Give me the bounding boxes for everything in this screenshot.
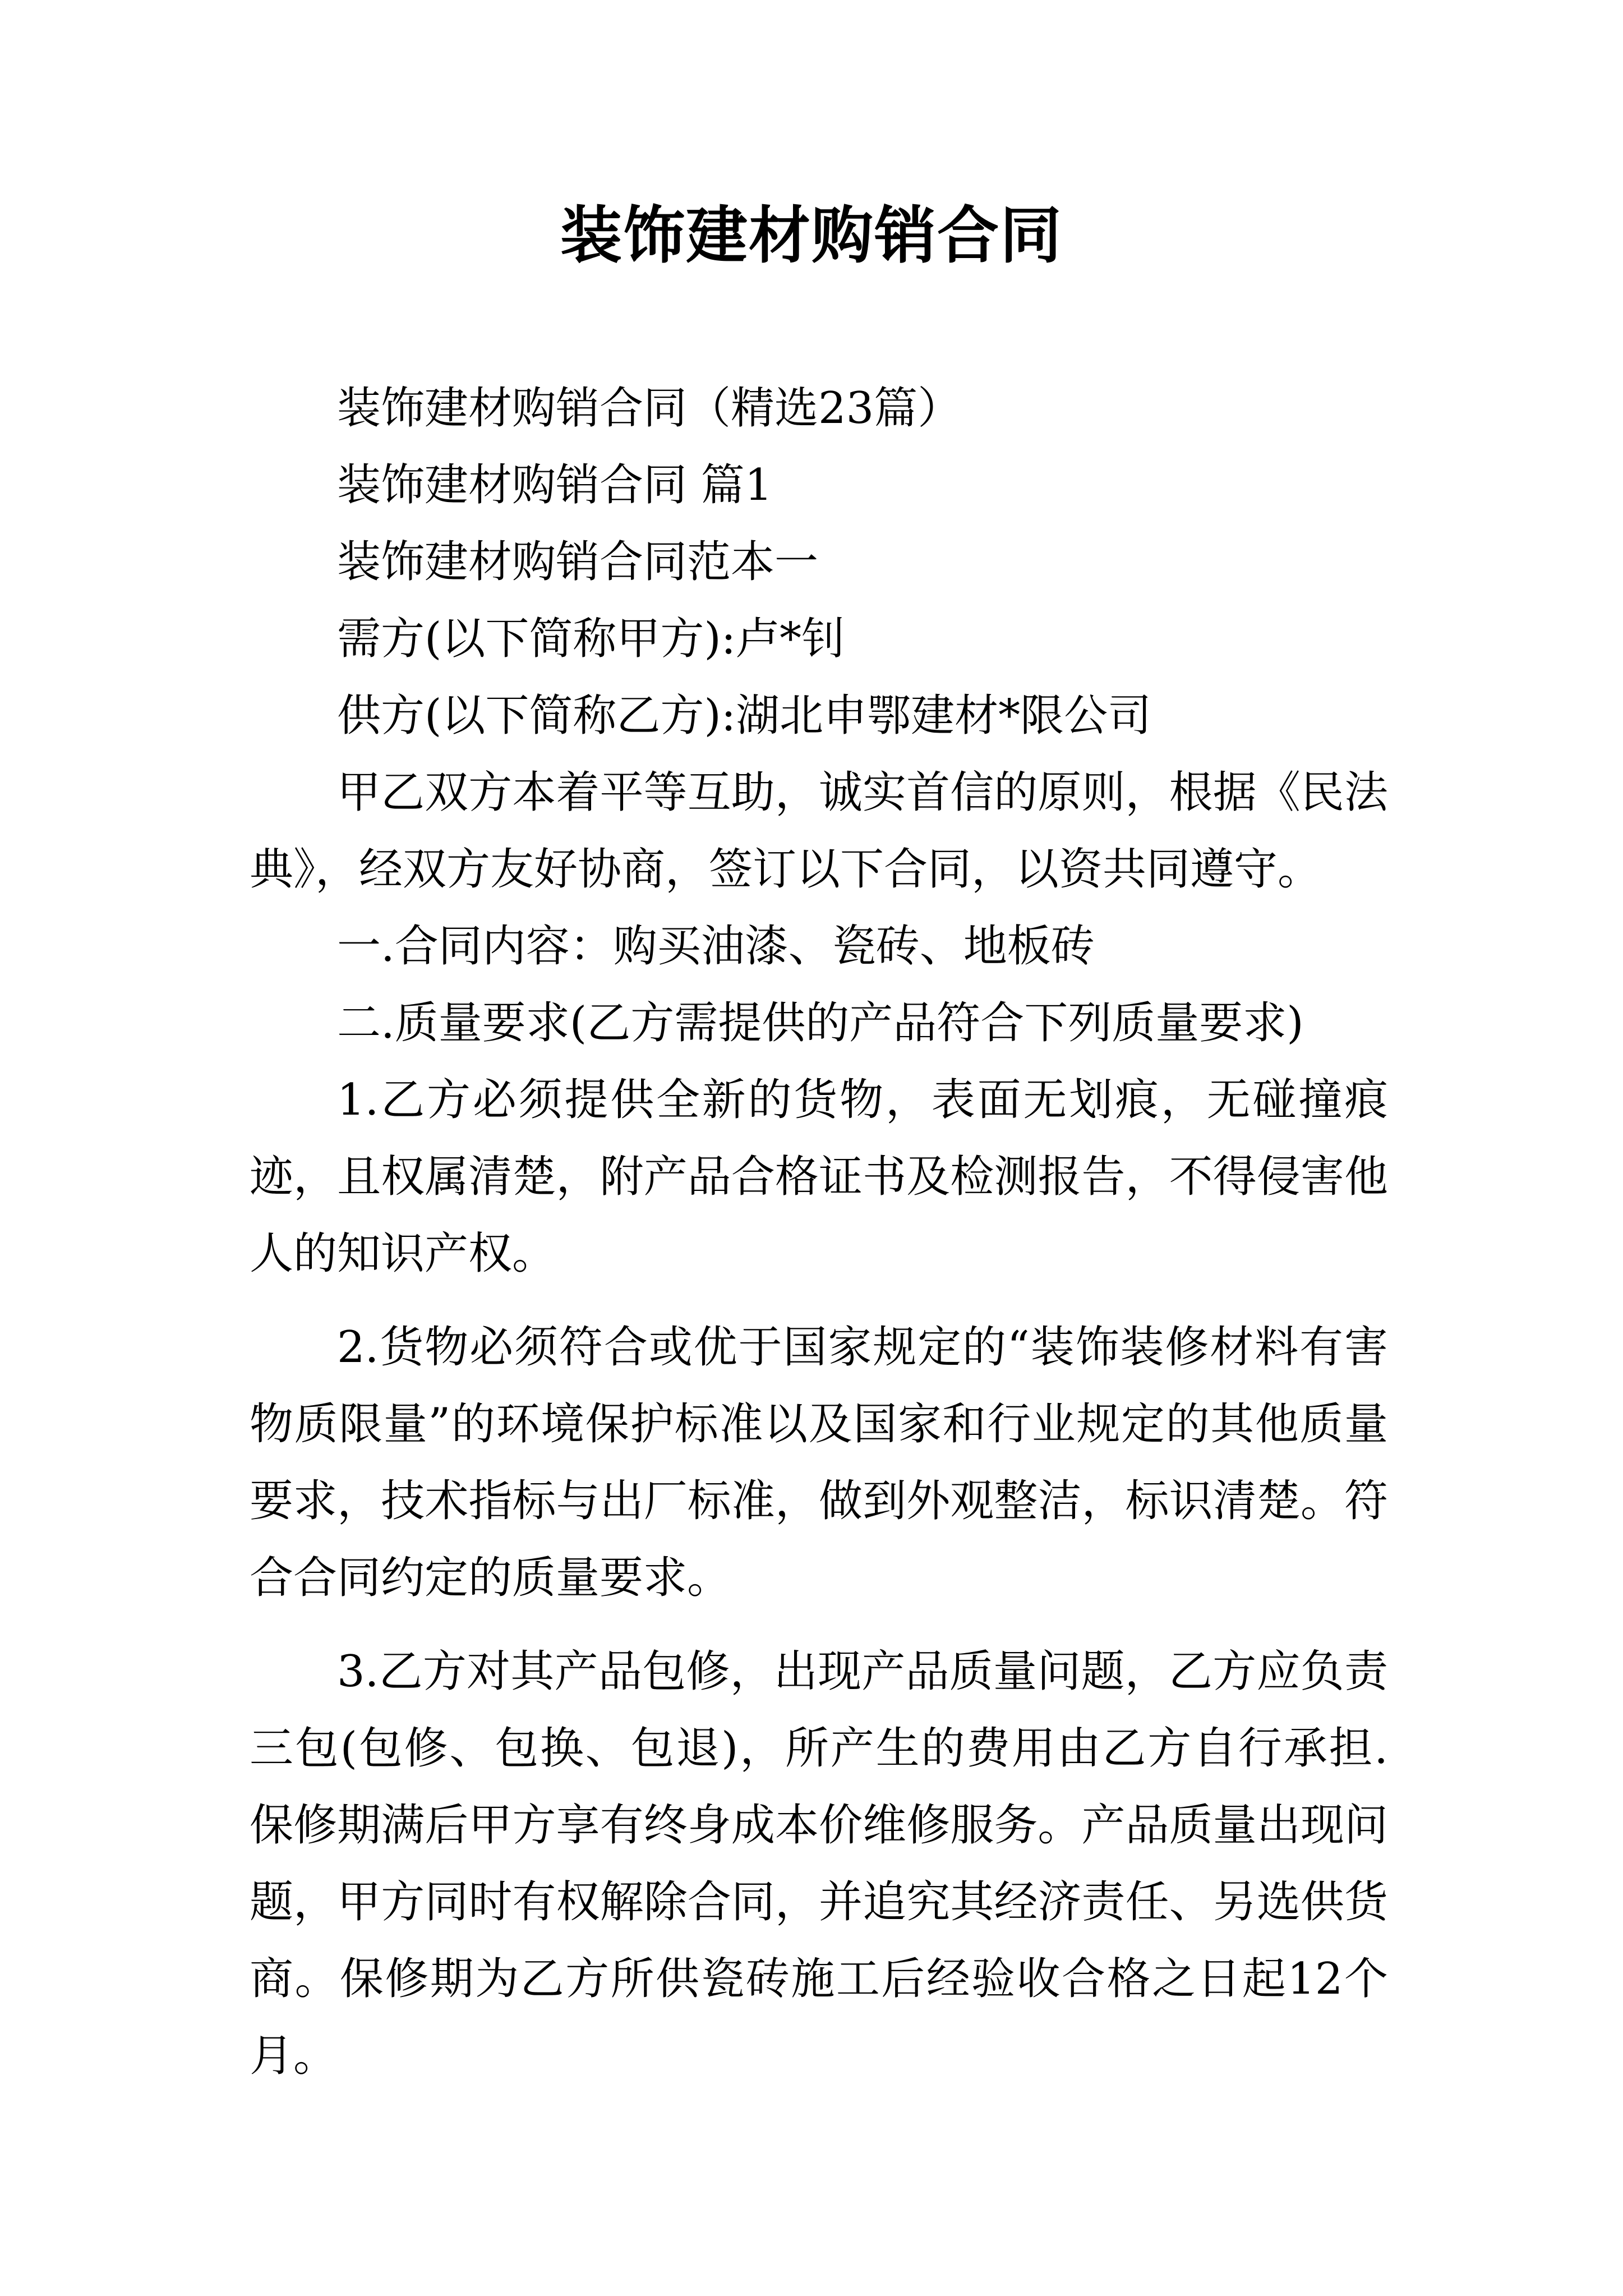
paragraph-buyer: 需方(以下简称甲方):卢*钊: [337, 614, 846, 664]
paragraph-quality-item-1: 1.乙方必须提供全新的货物，表面无划痕，无碰撞痕迹，且权属清楚，附产品合格证书及检测报告，不得侵害他人的知识产权。: [250, 1075, 1388, 1279]
paragraph-template-name: 装饰建材购销合同范本一: [337, 537, 819, 587]
paragraph-collection-title: 装饰建材购销合同（精选23篇）: [337, 383, 962, 434]
paragraph-clause-2-quality: 二.质量要求(乙方需提供的产品符合下列质量要求): [337, 998, 1304, 1048]
paragraph-quality-item-2: 2.货物必须符合或优于国家规定的“装饰装修材料有害物质限量”的环境保护标准以及国家和行业规定的其他质量要求，技术指标与出厂标准，做到外观整洁，标识清楚。符合合同约定的质量要求。: [250, 1322, 1388, 1603]
paragraph-section-heading: 装饰建材购销合同 篇1: [337, 460, 773, 510]
paragraph-supplier: 供方(以下简称乙方):湖北申鄂建材*限公司: [337, 691, 1152, 741]
document-title: 装饰建材购销合同: [560, 199, 1063, 272]
paragraph-preamble: 甲乙双方本着平等互助，诚实首信的原则，根据《民法典》，经双方友好协商，签订以下合同，以资共同遵守。: [250, 767, 1388, 895]
paragraph-quality-item-3: 3.乙方对其产品包修，出现产品质量问题，乙方应负责三包(包修、包换、包退)，所产生的费用由乙方自行承担.保修期满后甲方享有终身成本价维修服务。产品质量出现问题，甲方同时有权解除合同，并追究其经济责任、另选供货商。保修期为乙方所供瓷砖施工后经验收合格之日起12个月。: [250, 1646, 1388, 2081]
document-body: [250, 370, 1388, 2095]
paragraph-clause-1-content: 一.合同内容：购买油漆、瓷砖、地板砖: [337, 921, 1095, 972]
